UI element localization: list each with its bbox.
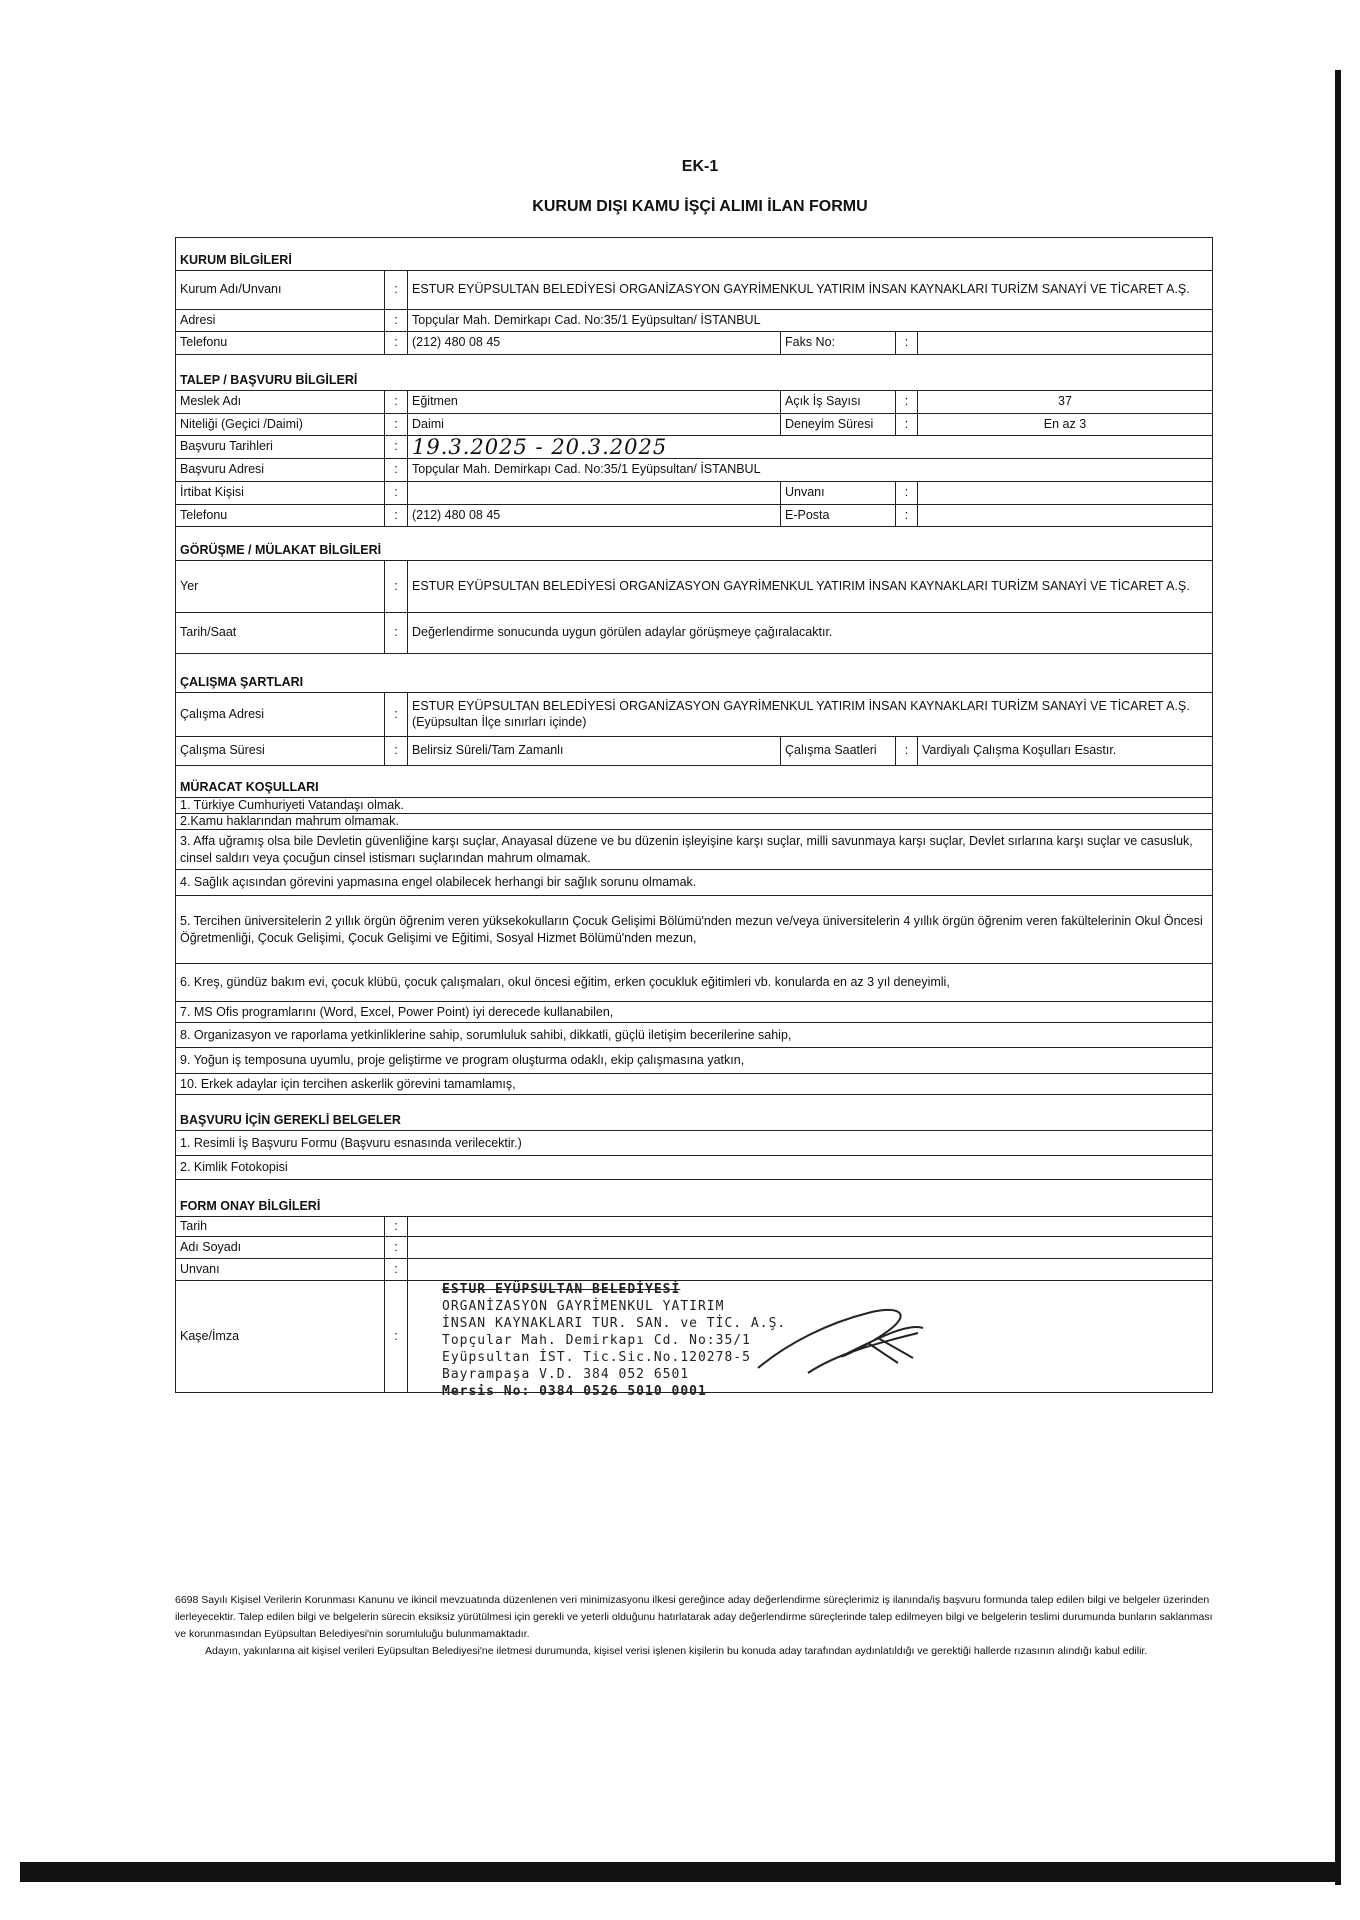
label-onay-unvan: Unvanı (176, 1259, 385, 1280)
signature-icon (748, 1283, 948, 1393)
row-onay-adsoyad (175, 1237, 1213, 1259)
label-unvan: Unvanı (781, 482, 896, 504)
colon: : (385, 1259, 408, 1280)
value-basvuru-adres: Topçular Mah. Demirkapı Cad. No:35/1 Eyüpsultan/ İSTANBUL (412, 462, 761, 477)
value-irtibat (408, 482, 781, 504)
condition-item: 2.Kamu haklarından mahrum olmamak. (180, 814, 399, 829)
section-onay-title: FORM ONAY BİLGİLERİ (180, 1199, 321, 1213)
section-kurum-title: KURUM BİLGİLERİ (180, 253, 292, 267)
label-eposta: E-Posta (781, 505, 896, 526)
condition-row (175, 798, 1213, 814)
colon: : (385, 561, 408, 612)
footnote-paragraph: Adayın, yakınlarına ait kişisel verileri Eyüpsultan Belediyesi'ne iletmesi durumunda, kişisel verisi işlenen kişilerin bu konuda aday tarafından aydınlatıldığı ve gerektiği hallerde rızasının alındığı kabul edilir. (205, 1645, 1148, 1657)
row-basvuru-adres (175, 459, 1213, 482)
document-code: EK-1 (681, 158, 719, 175)
value-meslek: Eğitmen (408, 391, 781, 413)
value-acik-is: 37 (1058, 394, 1072, 409)
label-talep-telefon: Telefonu (176, 505, 385, 526)
section-gorusme-title: GÖRÜŞME / MÜLAKAT BİLGİLERİ (180, 543, 382, 557)
stamp-line: ESTUR EYÜPSULTAN BELEDİYESİ (442, 1282, 681, 1297)
colon: : (385, 613, 408, 653)
value-onay-tarih (408, 1217, 1212, 1236)
condition-item: 10. Erkek adaylar için tercihen askerlik görevini tamamlamış, (180, 1076, 516, 1091)
section-muracat-title: MÜRACAT KOŞULLARI (180, 780, 319, 794)
value-onay-adsoyad (408, 1237, 1212, 1258)
row-onay-tarih (175, 1217, 1213, 1237)
label-basvuru-adres: Başvuru Adresi (176, 459, 385, 481)
colon: : (385, 482, 408, 504)
value-kurum-telefon: (212) 480 08 45 (408, 332, 781, 354)
colon: : (385, 1237, 408, 1258)
condition-item: 9. Yoğun iş temposuna uyumlu, proje geliştirme ve program oluşturma odaklı, ekip çalışmasına yatkın, (180, 1053, 745, 1068)
stamp-line: İNSAN KAYNAKLARI TUR. SAN. ve TİC. A.Ş. (442, 1316, 787, 1331)
stamp-line: Mersis No: 0384 0526 5010 0001 (442, 1384, 707, 1399)
stamp-text (442, 1281, 786, 1400)
label-yer: Yer (176, 561, 385, 612)
label-tarih-saat: Tarih/Saat (176, 613, 385, 653)
document-row (175, 1131, 1213, 1156)
value-tarih-saat: Değerlendirme sonucunda uygun görülen adaylar görüşmeye çağıralacaktır. (412, 625, 833, 640)
label-calisma-sure: Çalışma Süresi (176, 737, 385, 765)
label-onay-tarih: Tarih (176, 1217, 385, 1236)
announcement-form (175, 237, 1213, 1399)
stamp-line: ORGANİZASYON GAYRİMENKUL YATIRIM (442, 1299, 725, 1314)
row-yer (175, 561, 1213, 613)
colon: : (385, 391, 408, 413)
row-tarih-saat (175, 613, 1213, 654)
label-acik-is: Açık İş Sayısı (781, 391, 896, 413)
section-belgeler (175, 1095, 1213, 1131)
row-kurum-adi (175, 271, 1213, 310)
colon: : (385, 310, 408, 331)
label-kurum-telefon: Telefonu (176, 332, 385, 354)
label-calisma-saat: Çalışma Saatleri (781, 737, 896, 765)
section-gorusme (175, 527, 1213, 561)
section-muracat (175, 766, 1213, 798)
condition-item: 5. Tercihen üniversitelerin 2 yıllık örgün öğrenim veren yüksekokulların Çocuk Gelişimi Bölümü'nden mezun ve/veya üniversitelerin 4 yıllık örgün öğrenim veren fakültelerinin Okul Öncesi Öğretmenliği, Çocuk Gelişimi, Çocuk Gelişimi ve Eğitimi, Sosyal Hizmet Bölümü'nden mezun, (180, 914, 1203, 945)
document-title: KURUM DIŞI KAMU İŞÇİ ALIMI İLAN FORMU (532, 198, 868, 215)
colon: : (385, 459, 408, 481)
colon: : (896, 482, 918, 504)
condition-row (175, 1074, 1213, 1095)
row-talep-telefon (175, 505, 1213, 527)
colon: : (385, 1281, 408, 1392)
stamp-line: Eyüpsultan İST. Tic.Sic.No.120278-5 (442, 1350, 751, 1365)
document-item: 2. Kimlik Fotokopisi (180, 1160, 288, 1175)
value-yer: ESTUR EYÜPSULTAN BELEDİYESİ ORGANİZASYON GAYRİMENKUL YATIRIM İNSAN KAYNAKLARI TURİZM SANAYİ VE TİCARET A.Ş. (412, 578, 1190, 593)
row-calisma-adres (175, 693, 1213, 737)
condition-row (175, 1023, 1213, 1048)
condition-item: 7. MS Ofis programlarını (Word, Excel, Power Point) iyi derecede kullanabilen, (180, 1004, 614, 1019)
document-item: 1. Resimli İş Başvuru Formu (Başvuru esnasında verilecektir.) (180, 1135, 522, 1150)
colon: : (385, 693, 408, 736)
colon: : (896, 505, 918, 526)
row-calisma-sure (175, 737, 1213, 766)
stamp-line: Topçular Mah. Demirkapı Cd. No:35/1 (442, 1333, 751, 1348)
condition-row (175, 1048, 1213, 1074)
section-kurum (175, 237, 1213, 271)
stamp-line: Bayrampaşa V.D. 384 052 6501 (442, 1367, 690, 1382)
condition-item: 4. Sağlık açısından görevini yapmasına engel olabilecek herhangi bir sağlık sorunu olmamak. (180, 875, 697, 890)
value-basvuru-tarih: 19.3.2025 - 20.3.2025 (412, 434, 668, 459)
colon: : (385, 505, 408, 526)
row-kurum-adres (175, 310, 1213, 332)
colon: : (896, 737, 918, 765)
label-onay-kase: Kaşe/İmza (176, 1281, 385, 1392)
section-calisma (175, 654, 1213, 693)
section-belgeler-title: BAŞVURU İÇİN GEREKLİ BELGELER (180, 1113, 401, 1127)
colon: : (896, 332, 918, 354)
row-nitelik (175, 414, 1213, 436)
section-onay (175, 1180, 1213, 1217)
value-faks (918, 332, 1212, 354)
row-onay-unvan (175, 1259, 1213, 1281)
colon: : (896, 391, 918, 413)
value-deneyim: En az 3 (1043, 416, 1087, 431)
colon: : (385, 332, 408, 354)
condition-row (175, 896, 1213, 964)
condition-item: 1. Türkiye Cumhuriyeti Vatandaşı olmak. (180, 798, 404, 813)
label-nitelik: Niteliği (Geçici /Daimi) (176, 414, 385, 435)
value-calisma-sure: Belirsiz Süreli/Tam Zamanlı (408, 737, 781, 765)
section-talep (175, 355, 1213, 391)
label-irtibat: İrtibat Kişisi (176, 482, 385, 504)
section-calisma-title: ÇALIŞMA ŞARTLARI (180, 675, 304, 689)
label-kurum-adres: Adresi (176, 310, 385, 331)
kvkk-footnote (175, 1592, 1215, 1660)
colon: : (385, 436, 408, 458)
value-eposta (918, 505, 1212, 526)
company-stamp (408, 1281, 1212, 1399)
document-row (175, 1156, 1213, 1180)
scan-edge-right (1335, 70, 1341, 1885)
colon: : (385, 414, 408, 435)
condition-row (175, 870, 1213, 896)
value-kurum-adres: Topçular Mah. Demirkapı Cad. No:35/1 Eyüpsultan/ İSTANBUL (412, 312, 761, 327)
condition-row (175, 1002, 1213, 1023)
label-deneyim: Deneyim Süresi (781, 414, 896, 435)
condition-item: 6. Kreş, gündüz bakım evi, çocuk klübü, çocuk çalışmaları, okul öncesi eğitim, erken çocukluk eğitimleri vb. konularda en az 3 yıl deneyimli, (180, 975, 950, 990)
colon: : (385, 1217, 408, 1236)
value-onay-unvan (408, 1259, 1212, 1280)
label-calisma-adres: Çalışma Adresi (176, 693, 385, 736)
row-basvuru-tarih (175, 436, 1213, 459)
colon: : (896, 414, 918, 435)
row-irtibat (175, 482, 1213, 505)
colon: : (385, 271, 408, 309)
value-kurum-adi: ESTUR EYÜPSULTAN BELEDİYESİ ORGANİZASYON GAYRİMENKUL YATIRIM İNSAN KAYNAKLARI TURİZM SANAYİ VE TİCARET A.Ş. (412, 282, 1190, 297)
value-unvan (918, 482, 1212, 504)
value-nitelik: Daimi (408, 414, 781, 435)
row-onay-kase (175, 1281, 1213, 1399)
condition-row (175, 814, 1213, 830)
colon: : (385, 737, 408, 765)
footnote-paragraph: 6698 Sayılı Kişisel Verilerin Korunması Kanunu ve ikincil mevzuatında düzenlenen veri minimizasyonu ilkesi gereğince aday değerlendirme süreçlerimiz iş ilanında/iş başvuru formunda talep edilen bilgi ve belgeler üzerinden ilerleyecektir. Talep edilen bilgi ve belgelerin sürecin eksiksiz yürütülmesi için gerekli ve yeterli olduğunu hatırlatarak aday değerlendirme süreçlerinde talep edilmeyen bilgi ve belgelerin teslimi durumunda bunların saklanması ve korunmasından Eyüpsultan Belediyesi'nin sorumluluğu bulunmamaktadır. (175, 1594, 1213, 1640)
section-talep-title: TALEP / BAŞVURU BİLGİLERİ (180, 373, 358, 387)
condition-item: 3. Affa uğramış olsa bile Devletin güvenliğine karşı suçlar, Anayasal düzene ve bu düzenin işleyişine karşı suçlar, milli savunmaya karşı suçlar, Devlet sırlarına karşı suçlar ve casusluk, cinsel saldırı veya çocuğun cinsel istismarı suçlarından mahrum olmamak. (180, 834, 1193, 865)
value-calisma-saat: Vardiyalı Çalışma Koşulları Esastır. (922, 743, 1117, 758)
label-kurum-adi: Kurum Adı/Unvanı (176, 271, 385, 309)
value-calisma-adres: ESTUR EYÜPSULTAN BELEDİYESİ ORGANİZASYON GAYRİMENKUL YATIRIM İNSAN KAYNAKLARI TURİZM SANAYİ VE TİCARET A.Ş. (Eyüpsultan İlçe sınırları içinde) (412, 698, 1190, 729)
condition-row (175, 830, 1213, 870)
value-talep-telefon: (212) 480 08 45 (408, 505, 781, 526)
label-meslek: Meslek Adı (176, 391, 385, 413)
label-onay-adsoyad: Adı Soyadı (176, 1237, 385, 1258)
label-faks: Faks No: (781, 332, 896, 354)
row-meslek (175, 391, 1213, 414)
condition-item: 8. Organizasyon ve raporlama yetkinliklerine sahip, sorumluluk sahibi, dikkatli, güçlü iletişim becerilerine sahip, (180, 1027, 792, 1042)
condition-row (175, 964, 1213, 1002)
row-kurum-telefon (175, 332, 1213, 355)
value-onay-kase (408, 1281, 1212, 1399)
scan-edge-bottom (20, 1862, 1341, 1882)
label-basvuru-tarih: Başvuru Tarihleri (176, 436, 385, 458)
